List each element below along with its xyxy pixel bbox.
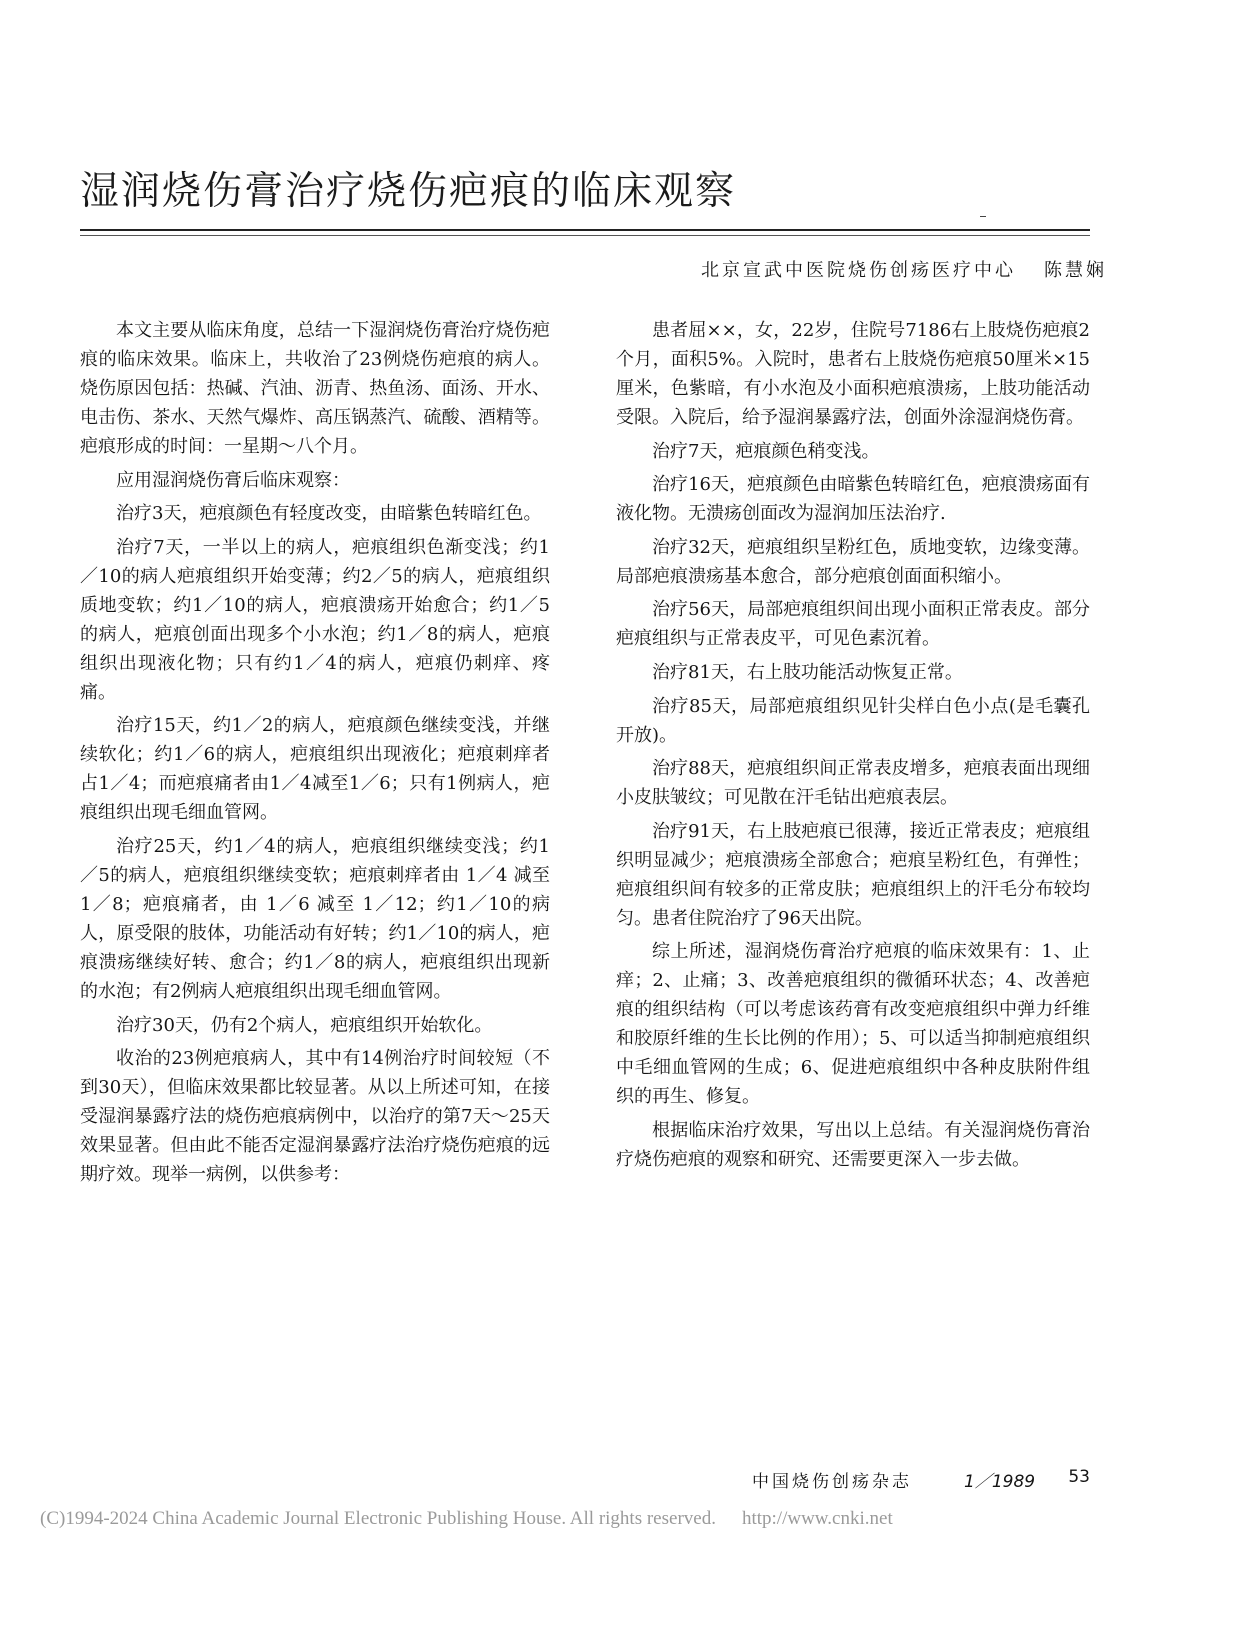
paragraph: 治疗56天，局部疤痕组织间出现小面积正常表皮。部分疤痕组织与正常表皮平，可见色素沉着。 bbox=[616, 599, 1090, 650]
cnki-url: http://www.cnki.net bbox=[741, 1508, 893, 1529]
paragraph: 治疗81天，右上肢功能活动恢复正常。 bbox=[652, 661, 963, 683]
byline bbox=[701, 256, 1107, 282]
left-column bbox=[80, 316, 550, 1194]
paragraph: 治疗91天，右上肢疤痕已很薄，接近正常表皮；疤痕组织明显减少；疤痕溃疡全部愈合；疤痕呈粉红色，有弹性；疤痕组织间有较多的正常皮肤；疤痕组织上的汗毛分布较均匀。患者住院治疗了96天出院。 bbox=[616, 820, 1090, 929]
paragraph: 应用湿润烧伤膏后临床观察： bbox=[116, 469, 350, 491]
title-rule bbox=[80, 229, 1090, 231]
page-number: 53 bbox=[1068, 1467, 1090, 1487]
copyright-watermark bbox=[40, 1508, 893, 1530]
copyright-notice: (C)1994-2024 China Academic Journal Electronic Publishing House. All rights reserved. bbox=[40, 1508, 716, 1529]
paragraph: 本文主要从临床角度，总结一下湿润烧伤膏治疗烧伤疤痕的临床效果。临床上，共收治了23例烧伤疤痕的病人。烧伤原因包括：热碱、汽油、沥青、热鱼汤、面汤、开水、电击伤、茶水、天然气爆炸、高压锅蒸汽、硫酸、酒精等。疤痕形成的时间：一星期～八个月。 bbox=[80, 320, 550, 457]
paragraph: 收治的23例疤痕病人，其中有14例治疗时间较短（不到30天），但临床效果都比较显著。从以上所述可知，在接受湿润暴露疗法的烧伤疤痕病例中，以治疗的第7天～25天效果显著。但由此不能否定湿润暴露疗法治疗烧伤疤痕的远期疗效。现举一病例，以供参考： bbox=[80, 1048, 550, 1186]
paragraph: 患者屈××，女，22岁，住院号7186右上肢烧伤疤痕2个月，面积5%。入院时，患者右上肢烧伤疤痕50厘米×15厘米，色紫暗，有小水泡及小面积疤痕溃疡，上肢功能活动受限。入院后，给予湿润暴露疗法，创面外涂湿润烧伤膏。 bbox=[616, 320, 1090, 428]
paragraph: 治疗85天，局部疤痕组织见针尖样白色小点(是毛囊孔开放)。 bbox=[616, 695, 1090, 746]
page-footer bbox=[752, 1467, 1090, 1492]
author: 陈慧娴 bbox=[1044, 260, 1107, 281]
journal-name: 中国烧伤创疡杂志 bbox=[752, 1472, 912, 1492]
paragraph: 治疗7天，一半以上的病人，疤痕组织色渐变浅；约1／10的病人疤痕组织开始变薄；约2／5的病人，疤痕组织质地变软；约1／10的病人，疤痕溃疡开始愈合；约1／5的病人，疤痕创面出现多个小水泡；约1／8的病人，疤痕组织出现液化物；只有约1／4的病人，疤痕仍刺痒、疼痛。 bbox=[80, 536, 550, 703]
paragraph: 治疗3天，疤痕颜色有轻度改变，由暗紫色转暗红色。 bbox=[116, 503, 542, 525]
scan-speck bbox=[980, 216, 986, 217]
paragraph: 治疗7天，疤痕颜色稍变浅。 bbox=[652, 440, 880, 462]
issue-number: 1／1989 bbox=[964, 1472, 1036, 1492]
paragraph: 治疗32天，疤痕组织呈粉红色，质地变软，边缘变薄。局部疤痕溃疡基本愈合，部分疤痕创面面积缩小。 bbox=[616, 536, 1090, 587]
right-column bbox=[616, 316, 1090, 1179]
paragraph: 综上所述，湿润烧伤膏治疗疤痕的临床效果有：1、止痒；2、止痛；3、改善疤痕组织的微循环状态；4、改善疤痕的组织结构（可以考虑该药膏有改变疤痕组织中弹力纤维和胶原纤维的生长比例的作用）；5、可以适当抑制疤痕组织中毛细血管网的生成；6、促进疤痕组织中各种皮肤附件组织的再生、修复。 bbox=[616, 941, 1090, 1108]
paragraph: 治疗16天，疤痕颜色由暗紫色转暗红色，疤痕溃疡面有液化物。无溃疡创面改为湿润加压法治疗. bbox=[616, 474, 1090, 525]
paragraph: 根据临床治疗效果，写出以上总结。有关湿润烧伤膏治疗烧伤疤痕的观察和研究、还需要更深入一步去做。 bbox=[616, 1119, 1090, 1170]
paragraph: 治疗88天，疤痕组织间正常表皮增多，疤痕表面出现细小皮肤皱纹；可见散在汗毛钻出疤痕表层。 bbox=[616, 758, 1090, 809]
title-rule-thin bbox=[80, 235, 1090, 236]
affiliation: 北京宣武中医院烧伤创疡医疗中心 bbox=[701, 260, 1016, 281]
paragraph: 治疗15天，约1／2的病人，疤痕颜色继续变浅，并继续软化；约1／6的病人，疤痕组织出现液化；疤痕刺痒者占1／4；而疤痕痛者由1／4减至1／6；只有1例病人，疤痕组织出现毛细血管网。 bbox=[80, 715, 550, 824]
paragraph: 治疗25天，约1／4的病人，疤痕组织继续变浅；约1／5的病人，疤痕组织继续变软；疤痕刺痒者由 1／4 减至 1／8；疤痕痛者，由 1／6 减至 1／12；约1／10的病人，原受限的肢体，功能活动有好转；约1／10的病人，疤痕溃疡继续好转、愈合；约1／8的病人，疤痕组织出现新的水泡；有2例病人疤痕组织出现毛细血管网。 bbox=[80, 835, 550, 1002]
article-title: 湿润烧伤膏治疗烧伤疤痕的临床观察 bbox=[80, 169, 737, 214]
paragraph: 治疗30天，仍有2个病人，疤痕组织开始软化。 bbox=[116, 1014, 493, 1036]
